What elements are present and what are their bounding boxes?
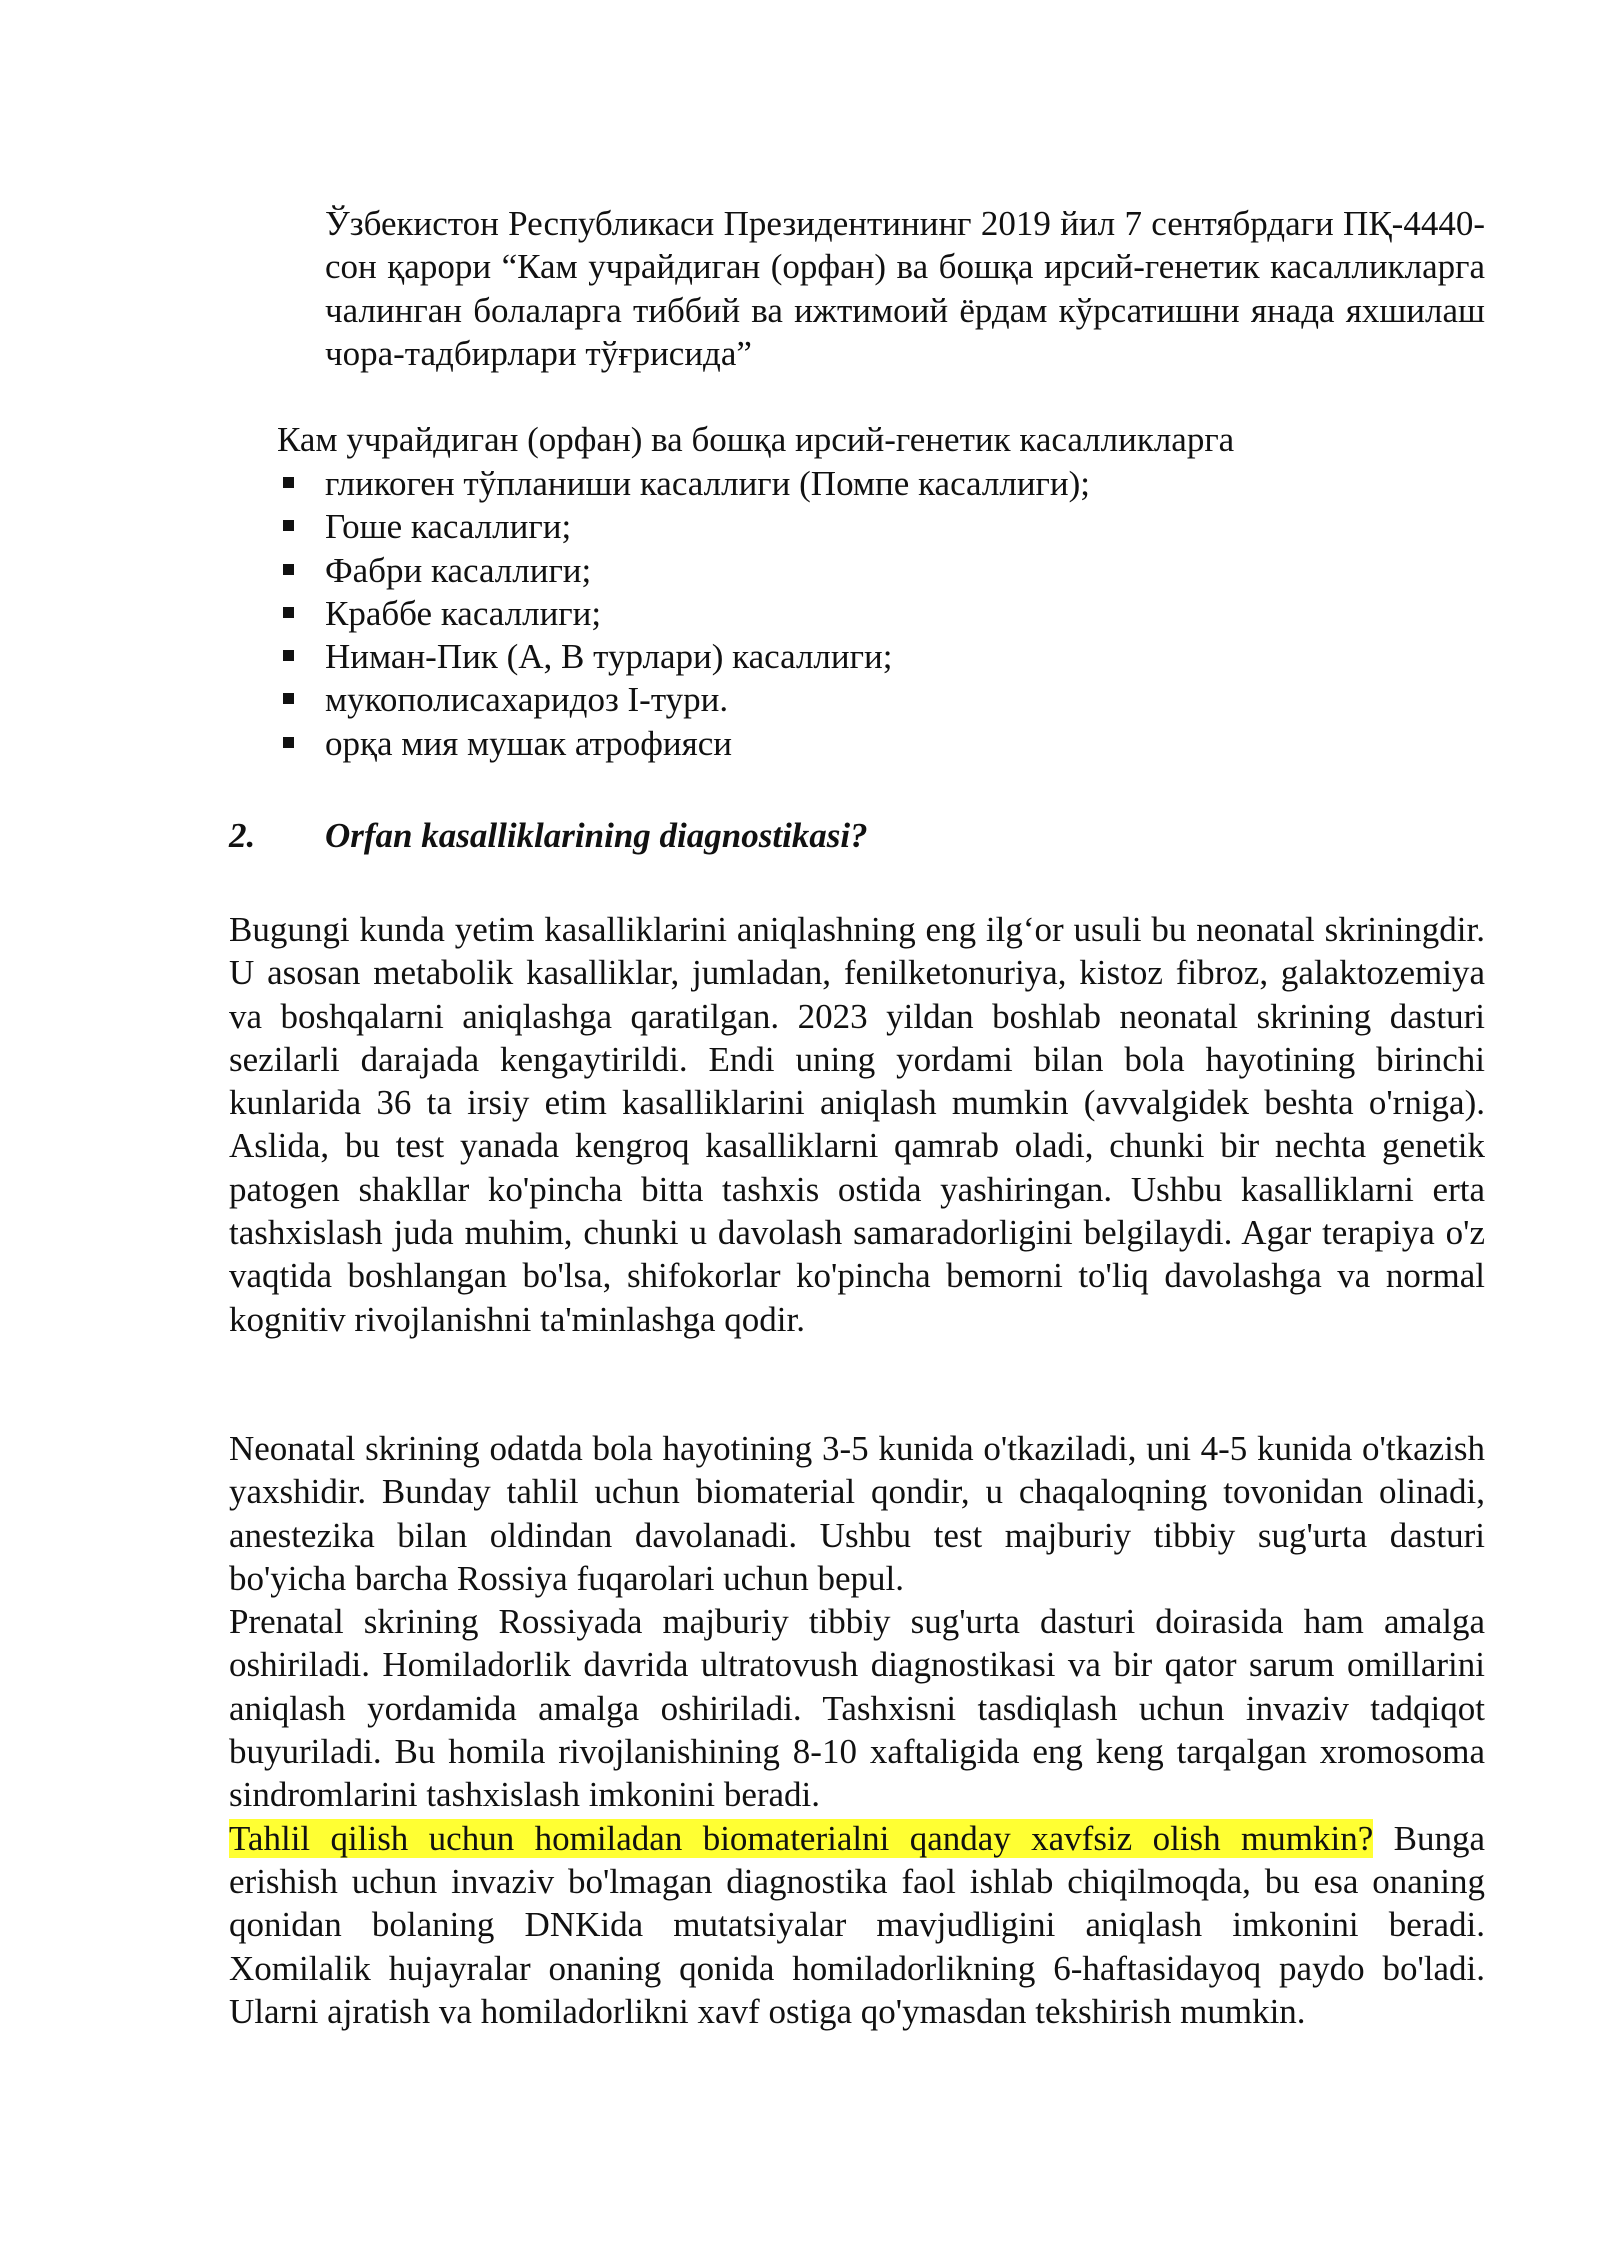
disease-list-lead: Кам учрайдиган (орфан) ва бошқа ирсий-генетик касалликларга [277, 420, 1235, 459]
screening-details [229, 1427, 1485, 2033]
highlighted-question: Tahlil qilish uchun homiladan biomaterialni qanday xavfsiz olish mumkin? [229, 1818, 1374, 1858]
square-bullet-icon [283, 607, 294, 618]
section-title: Orfan kasalliklarining diagnostikasi? [325, 816, 868, 855]
paragraph-noninvasive-text: Bunga erishish uchun invaziv bo'lmagan diagnostika faol ishlab chiqilmoqda, bu esa onaning qonidan bolaning DNKida mutatsiyalar mavjudligini aniqlash imkonini beradi. Xomilalik hujayralar onaning qonida homiladorlikning 6-haftasidayoq paydo bo'ladi. Ularni ajratish va homiladorlikni xavf ostiga qo'ymasdan tekshirish mumkin. [229, 1818, 1485, 2031]
square-bullet-icon [283, 477, 294, 488]
list-item [277, 549, 1090, 592]
paragraph-noninvasive [229, 1817, 1485, 2033]
list-item-text: Краббе касаллиги; [325, 593, 602, 633]
decree-citation [325, 202, 1485, 375]
list-item-text: Фабри касаллиги; [325, 550, 592, 590]
paragraph-neonatal-timing: Neonatal skrining odatda bola hayotining 3-5 kunida o'tkaziladi, uni 4-5 kunida o'tkazish yaxshidir. Bunday tahlil uchun biomaterial qondir, u chaqaloqning tovonidan olinadi, anestezika bilan oldindan davolanadi. Ushbu test majburiy tibbiy sug'urta dasturi bo'yicha barcha Rossiya fuqarolari uchun bepul. [229, 1429, 1485, 1598]
square-bullet-icon [283, 520, 294, 531]
list-item [277, 722, 1090, 765]
list-item-text: мукополисахаридоз I-тури. [325, 680, 729, 720]
paragraph-prenatal-screening: Prenatal skrining Rossiyada majburiy tibbiy sug'urta dasturi doirasida ham amalga oshiriladi. Homiladorlik davrida ultratovush diagnostikasi va bir qator sarum omillarini aniqlash yordamida amalga oshiriladi. Tashxisni tasdiqlash uchun invaziv tadqiqot buyuriladi. Bu homila rivojlanishining 8-10 xaftaligida eng keng tarqalgan xromosoma sindromlarini tashxislash imkonini beradi. [229, 1602, 1485, 1815]
list-item-text: Гоше касаллиги; [325, 507, 572, 547]
square-bullet-icon [283, 650, 294, 661]
list-item [277, 592, 1090, 635]
list-item [277, 462, 1090, 505]
list-item-text: гликоген тўпланиши касаллиги (Помпе касаллиги); [325, 464, 1091, 503]
square-bullet-icon [283, 564, 294, 575]
list-item [277, 678, 1090, 721]
list-item [277, 635, 1090, 678]
square-bullet-icon [283, 693, 294, 704]
decree-citation-text: Ўзбекистон Республикаси Президентининг 2019 йил 7 сентябрдаги ПҚ-4440-сон қарори “Кам учрайдиган (орфан) ва бошқа ирсий-генетик касалликларга чалинган болаларга тиббий ва ижтимоий ёрдам кўрсатишни янада яхшилаш чора-тадбирлари тўғрисида” [325, 204, 1485, 373]
section-heading [229, 814, 868, 857]
paragraph-neonatal-overview: Bugungi kunda yetim kasalliklarini aniqlashning eng ilg‘or usuli bu neonatal skriningdir. U asosan metabolik kasalliklar, jumladan, fenilketonuriya, kistoz fibroz, galaktozemiya va boshqalarni aniqlashga qaratilgan. 2023 yildan boshlab neonatal skrining dasturi sezilarli darajada kengaytirildi. Endi uning yordami bilan bola hayotining birinchi kunlarida 36 ta irsiy etim kasalliklarini aniqlash mumkin (avvalgidek beshta o'rniga). Aslida, bu test yanada kengroq kasalliklarni qamrab oladi, chunki bir nechta genetik patogen shakllar ko'pincha bitta tashxis ostida yashiringan. Ushbu kasalliklarni erta tashxislash juda muhim, chunki u davolash samaradorligini belgilaydi. Agar terapiya o'z vaqtida boshlangan bo'lsa, shifokorlar ko'pincha bemorni to'liq davolashga va normal kognitiv rivojlanishni ta'minlashga qodir. [229, 910, 1485, 1339]
list-item-text: орқа мия мушак атрофияси [325, 723, 733, 763]
list-item-text: Ниман-Пик (А, В турлари) касаллиги; [325, 637, 893, 677]
section-number: 2. [229, 816, 256, 855]
list-item [277, 505, 1090, 548]
disease-list [277, 462, 1090, 765]
square-bullet-icon [283, 737, 294, 748]
